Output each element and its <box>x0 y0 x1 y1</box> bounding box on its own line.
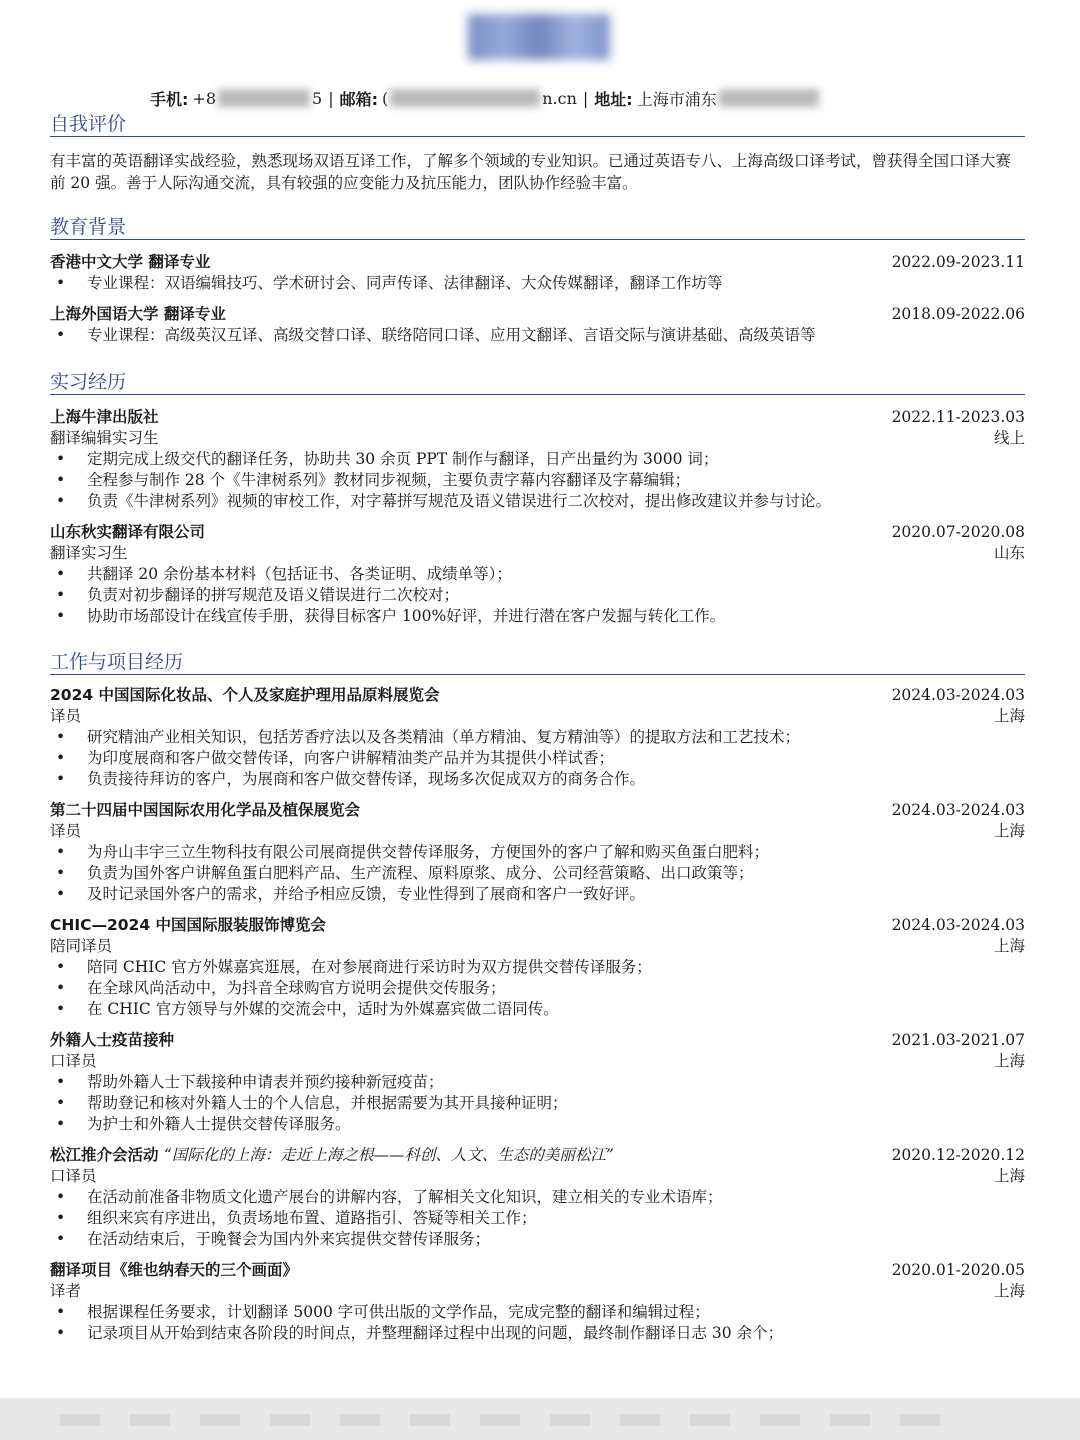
self-evaluation-text: 有丰富的英语翻译实战经验，熟悉现场双语互译工作，了解多个领域的专业知识。已通过英语专八、上海高级口译考试，曾获得全国口译大赛前 20 强。善于人际沟通交流，具有较强的应变能力及抗压能力，团队协作经验丰富。 <box>50 152 1012 192</box>
separator: | <box>328 88 334 108</box>
list-item: • 协助市场部设计在线宣传手册，获得目标客户 100%好评，并进行潜在客户发掘与转化工作。 <box>50 606 1025 627</box>
list-item: • 全程参与制作 28 个《牛津树系列》教材同步视频，主要负责字幕内容翻译及字幕编辑； <box>50 470 1025 491</box>
list-item: • 研究精油产业相关知识，包括芳香疗法以及各类精油（单方精油、复方精油等）的提取方法和工艺技术； <box>50 727 1025 748</box>
project-name: 第二十四届中国国际农用化学品及植保展览会 <box>50 801 361 819</box>
company-name: 山东秋实翻译有限公司 <box>50 523 206 541</box>
section-title: 教育背景 <box>50 215 1025 240</box>
list-item: • 帮助外籍人士下载接种申请表并预约接种新冠疫苗； <box>50 1072 1025 1093</box>
list-item: • 记录项目从开始到结束各阶段的时间点，并整理翻译过程中出现的问题，最终制作翻译日志 30 余个； <box>50 1323 1025 1344</box>
date-range: 2022.09-2023.11 <box>891 253 1025 271</box>
blurred-name <box>468 14 610 60</box>
location: 山东 <box>993 544 1025 562</box>
list-item: • 负责《牛津树系列》视频的审校工作，对字幕拼写规范及语义错误进行二次校对，提出修改建议并参与讨论。 <box>50 491 1025 512</box>
work-entry <box>50 800 1025 905</box>
email-redaction <box>390 89 540 107</box>
list-item: • 在活动前准备非物质文化遗产展台的讲解内容，了解相关文化知识，建立相关的专业术语库； <box>50 1187 1025 1208</box>
faded-text-row <box>60 1414 960 1426</box>
list-item: • 负责接待拜访的客户，为展商和客户做交替传译，现场多次促成双方的商务合作。 <box>50 769 1025 790</box>
date-range: 2020.07-2020.08 <box>891 523 1025 541</box>
school-name: 香港中文大学 翻译专业 <box>50 253 211 271</box>
project-name-main: 松江推介会活动 <box>50 1146 159 1164</box>
date-range: 2024.03-2024.03 <box>891 801 1025 819</box>
date-range: 2024.03-2024.03 <box>891 916 1025 934</box>
role: 译员 <box>50 707 82 725</box>
phone-value: +8 <box>192 88 216 108</box>
date-range: 2022.11-2023.03 <box>891 408 1025 426</box>
role: 口译员 <box>50 1052 97 1070</box>
internship-entry <box>50 522 1025 627</box>
role: 翻译编辑实习生 <box>50 429 159 447</box>
role: 译员 <box>50 822 82 840</box>
school-name: 上海外国语大学 翻译专业 <box>50 305 226 323</box>
work-entry <box>50 1145 1025 1250</box>
list-item: • 为舟山丰宇三立生物科技有限公司展商提供交替传译服务，方便国外的客户了解和购买鱼蛋白肥料； <box>50 842 1025 863</box>
education-entry <box>50 304 1025 346</box>
list-item: • 帮助登记和核对外籍人士的个人信息，并根据需要为其开具接种证明； <box>50 1093 1025 1114</box>
list-item: • 组织来宾有序进出，负责场地布置、道路指引、答疑等相关工作； <box>50 1208 1025 1229</box>
date-range: 2020.01-2020.05 <box>891 1261 1025 1279</box>
date-range: 2021.03-2021.07 <box>891 1031 1025 1049</box>
list-item: • 专业课程：高级英汉互译、高级交替口译、联络陪同口译、应用文翻译、言语交际与演讲基础、高级英语等 <box>50 325 1025 346</box>
phone-tail: 5 <box>312 88 323 108</box>
project-subtitle: “国际化的上海：走近上海之根——科创、人文、生态的美丽松江” <box>163 1146 614 1164</box>
location: 上海 <box>993 1282 1025 1300</box>
list-item: • 在全球风尚活动中，为抖音全球购官方说明会提供交传服务； <box>50 978 1025 999</box>
address-value: 上海市浦东 <box>636 89 717 109</box>
list-item: • 陪同 CHIC 官方外媒嘉宾逛展，在对参展商进行采访时为双方提供交替传译服务； <box>50 957 1025 978</box>
list-item: • 专业课程：双语编辑技巧、学术研讨会、同声传译、法律翻译、大众传媒翻译，翻译工作坊等 <box>50 273 1025 294</box>
phone-redaction <box>218 89 310 107</box>
list-item: • 定期完成上级交代的翻译任务，协助共 30 余页 PPT 制作与翻译，日产出量约为 3000 词； <box>50 449 1025 470</box>
list-item: • 根据课程任务要求，计划翻译 5000 字可供出版的文学作品，完成完整的翻译和编辑过程； <box>50 1302 1025 1323</box>
list-item: • 负责对初步翻译的拼写规范及语义错误进行二次校对； <box>50 585 1025 606</box>
contact-line <box>150 86 821 110</box>
date-range: 2020.12-2020.12 <box>891 1146 1025 1164</box>
separator: | <box>582 88 589 108</box>
date-range: 2018.09-2022.06 <box>891 305 1025 323</box>
project-name: CHIC—2024 中国国际服装服饰博览会 <box>50 916 327 934</box>
address-label: 地址: <box>594 89 633 109</box>
internship-entry <box>50 407 1025 512</box>
location: 上海 <box>993 707 1025 725</box>
section-title: 工作与项目经历 <box>50 650 1025 675</box>
project-name <box>50 1145 614 1166</box>
section-title: 自我评价 <box>50 112 1025 137</box>
internship-section <box>50 370 1025 627</box>
email-label: 邮箱: <box>339 89 378 109</box>
role: 口译员 <box>50 1167 97 1185</box>
education-entry <box>50 252 1025 294</box>
phone-label: 手机: <box>150 89 189 109</box>
list-item: • 为印度展商和客户做交替传译，向客户讲解精油类产品并为其提供小样试香； <box>50 748 1025 769</box>
role: 译者 <box>50 1282 82 1300</box>
list-item: • 共翻译 20 余份基本材料（包括证书、各类证明、成绩单等）； <box>50 564 1025 585</box>
list-item: • 在活动结束后，于晚餐会为国内外来宾提供交替传译服务； <box>50 1229 1025 1250</box>
address-redaction <box>719 89 819 107</box>
email-value: ( <box>381 88 389 108</box>
role: 陪同译员 <box>50 937 113 955</box>
education-section <box>50 215 1025 346</box>
location: 上海 <box>993 1167 1025 1185</box>
work-entry <box>50 1260 1025 1344</box>
list-item: • 及时记录国外客户的需求，并给予相应反馈，专业性得到了展商和客户一致好评。 <box>50 884 1025 905</box>
location: 上海 <box>993 937 1025 955</box>
section-title: 实习经历 <box>50 370 1025 395</box>
company-name: 上海牛津出版社 <box>50 408 159 426</box>
project-name: 翻译项目《维也纳春天的三个画面》 <box>50 1261 299 1279</box>
list-item: • 为护士和外籍人士提供交替传译服务。 <box>50 1114 1025 1135</box>
next-page-edge <box>0 1398 1080 1440</box>
list-item: • 在 CHIC 官方领导与外媒的交流会中，适时为外媒嘉宾做二语同传。 <box>50 999 1025 1020</box>
location: 上海 <box>993 822 1025 840</box>
role: 翻译实习生 <box>50 544 128 562</box>
location: 上海 <box>993 1052 1025 1070</box>
list-item: • 负责为国外客户讲解鱼蛋白肥料产品、生产流程、原料原浆、成分、公司经营策略、出口政策等； <box>50 863 1025 884</box>
self-evaluation-section <box>50 112 1025 194</box>
location: 线上 <box>993 429 1025 447</box>
work-entry <box>50 1030 1025 1135</box>
project-name: 外籍人士疫苗接种 <box>50 1031 175 1049</box>
work-section <box>50 650 1025 1344</box>
work-entry <box>50 685 1025 790</box>
email-tail: n.cn <box>542 88 577 108</box>
work-entry <box>50 915 1025 1020</box>
date-range: 2024.03-2024.03 <box>891 686 1025 704</box>
project-name: 2024 中国国际化妆品、个人及家庭护理用品原料展览会 <box>50 686 440 704</box>
